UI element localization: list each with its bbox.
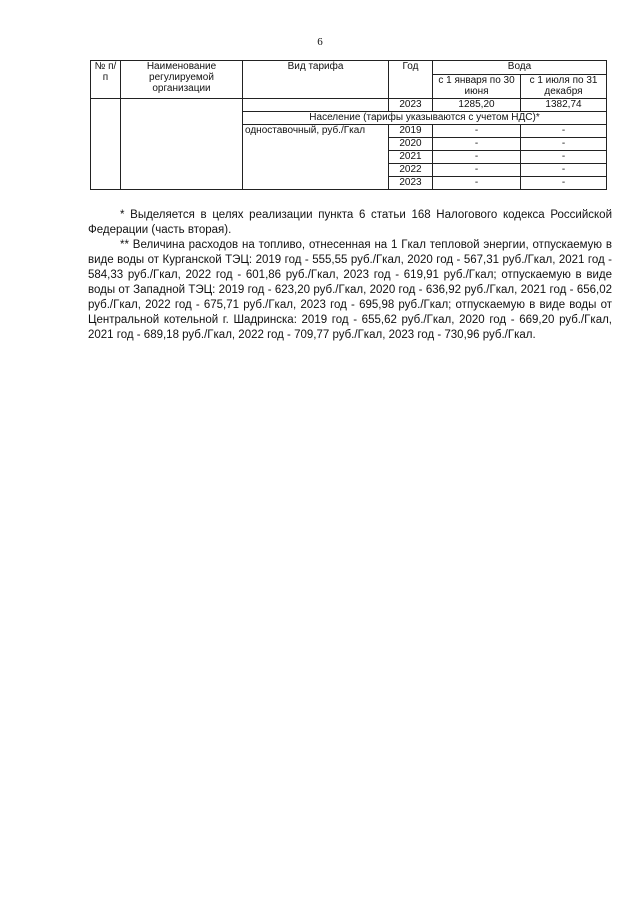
- table-cell: 1285,20: [433, 99, 521, 112]
- population-tariff-label: одноставочный, руб./Гкал: [243, 125, 389, 190]
- header-tariff-type: Вид тарифа: [243, 61, 389, 99]
- table-cell: -: [433, 125, 521, 138]
- section-title: Население (тарифы указываются с учетом НДС)*: [243, 112, 607, 125]
- table-cell: 2021: [389, 151, 433, 164]
- header-org: Наименование регулируемой организации: [121, 61, 243, 99]
- table-cell: 2020: [389, 138, 433, 151]
- cell-tariff-empty: [243, 99, 389, 112]
- cell-org-empty: [121, 99, 243, 190]
- table-cell: 2019: [389, 125, 433, 138]
- table-cell: 1382,74: [521, 99, 607, 112]
- table-cell: -: [433, 138, 521, 151]
- footnotes: [88, 208, 612, 343]
- header-period-2: с 1 июля по 31 декабря: [521, 75, 607, 99]
- header-num: № п/п: [91, 61, 121, 99]
- table-cell: -: [521, 151, 607, 164]
- table-cell: 2023: [389, 177, 433, 190]
- table-cell: -: [433, 151, 521, 164]
- page-number: 6: [317, 36, 323, 48]
- table-cell: -: [433, 164, 521, 177]
- footnote-2: ** Величина расходов на топливо, отнесенная на 1 Гкал тепловой энергии, отпускаемую в виде воды от Курганской ТЭЦ: 2019 год - 555,55 руб./Гкал, 2020 год - 567,31 руб./Гкал, 2021 год - 584,33 руб./Гкал, 2022 год - 601,86 руб./Гкал, 2023 год - 619,91 руб./Гкал; отпускаемую в виде воды от Западной ТЭЦ: 2019 год - 623,20 руб./Гкал, 2020 год - 636,92 руб./Гкал, 2021 год - 656,02 руб./Гкал, 2022 год - 675,71 руб./Гкал, 2023 год - 695,98 руб./Гкал; отпускаемую в виде воды от Центральной котельной г. Шадринска: 2019 год - 655,62 руб./Гкал, 2020 год - 669,20 руб./Гкал, 2021 год - 689,18 руб./Гкал, 2022 год - 709,77 руб./Гкал, 2023 год - 730,96 руб./Гкал.: [88, 239, 612, 341]
- table-cell: -: [521, 177, 607, 190]
- header-year: Год: [389, 61, 433, 99]
- table-cell: 2022: [389, 164, 433, 177]
- table-cell: -: [521, 164, 607, 177]
- table-cell: -: [433, 177, 521, 190]
- table-cell: -: [521, 125, 607, 138]
- tariff-table: [90, 60, 607, 190]
- header-period-1: с 1 января по 30 июня: [433, 75, 521, 99]
- footnote-1: * Выделяется в целях реализации пункта 6 статьи 168 Налогового кодекса Российской Федерации (часть вторая).: [88, 209, 612, 236]
- cell-num-empty: [91, 99, 121, 190]
- table-cell: -: [521, 138, 607, 151]
- header-water: Вода: [433, 61, 607, 75]
- table-cell: 2023: [389, 99, 433, 112]
